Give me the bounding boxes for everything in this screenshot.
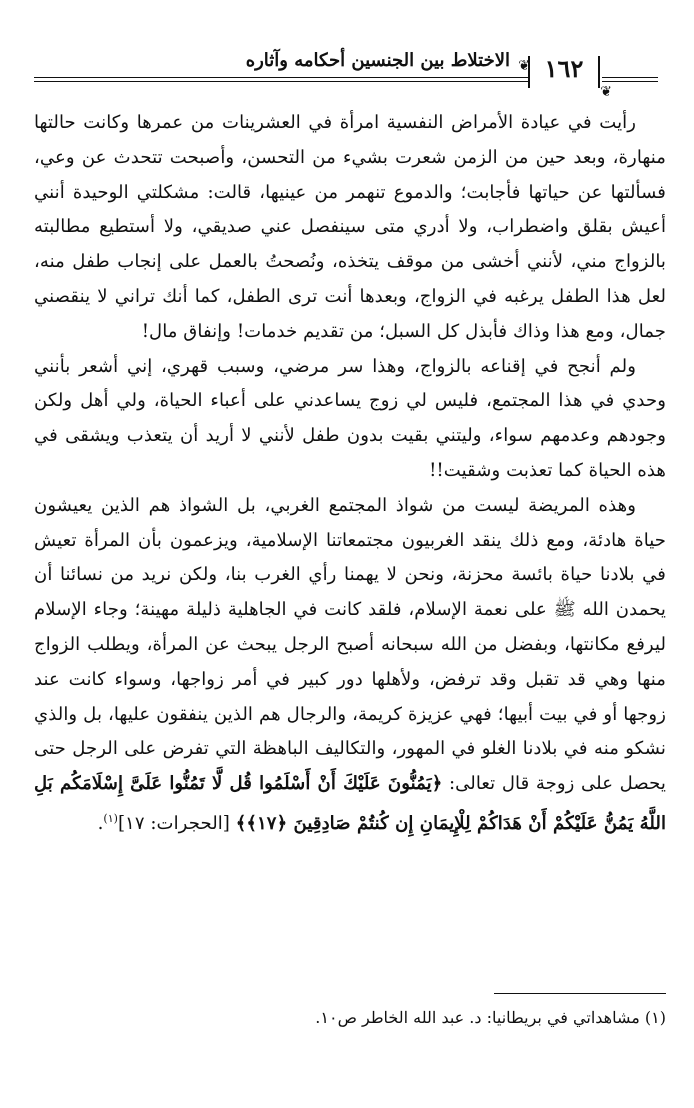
page-header [26, 36, 664, 100]
paragraph-2: ولم أنجح في إقناعه بالزواج، وهذا سر مرضي، وسبب قهري، إني أشعر بأنني وحدي في هذا المجتمع، فليس لي زوج يساعدني على أعباء الحياة، ولي أهل ولكن وجودهم وعدمهم سواء، وليتني بقيت بدون طفل لأنني لا أريد أن يتعذب ويشقى في هذه الحياة كما تعذبت وشقيت!! [34, 355, 666, 481]
paragraph-3: وهذه المريضة ليست من شواذ المجتمع الغربي، بل الشواذ هم الذين يعيشون حياة هادئة، ومع ذلك ينقد الغربيون مجتمعاتنا الإسلامية، ويزعمون بأن المرأة تعيش في بلادنا حياة بائسة محزنة، ونحن لا يهمنا رأي الغرب بنا، ولكن نريد من نسائنا أن يحمدن الله ﷺ على نعمة الإسلام، فلقد كانت في الجاهلية ذليلة مهينة؛ وجاء الإسلام ليرفع مكانتها، وبفضل من الله سبحانه أصبح الرجل يبحث عن المرأة، ويطلب الزواج منها وهي قد تقبل وقد ترفض، ولأهلها دور كبير في أمر زواجها، وسواء كانت عند زوجها أو في بيت أبيها؛ فهي عزيزة كريمة، والرجال هم الذين ينفقون عليها، بل والذي نشكو منه في بلادنا الغلو في المهور، والتكاليف الباهظة التي تفرض على الرجل حتى يحصل على زوجة قال تعالى: ﴿يَمُنُّونَ عَلَيْكَ أَنْ أَسْلَمُوا قُل لَّا تَمُنُّوا عَلَىَّ إِسْلَامَكُم بَلِ اللَّهُ يَمُنُّ عَلَيْكُمْ أَنْ هَدَاكُمْ لِلْإِيمَانِ إِن كُنتُمْ صَادِقِينَ ﴿١٧﴾﴾ [الحجرات: ١٧]$^{(١)}$. [34, 494, 666, 834]
paragraph-3-text: وهذه المريضة ليست من شواذ المجتمع الغربي، بل الشواذ هم الذين يعيشون حياة هادئة، ومع ذلك ينقد الغربيون مجتمعاتنا الإسلامية، ويزعمون بأن المرأة تعيش في بلادنا حياة بائسة محزنة، ونحن لا يهمنا رأي الغرب بنا، ولكن نريد من نسائنا أن يحمدن الله ﷺ على نعمة الإسلام، فلقد كانت في الجاهلية ذليلة مهينة؛ وجاء الإسلام ليرفع مكانتها، وبفضل من الله سبحانه أصبح الرجل يبحث عن المرأة، ويطلب الزواج منها وهي قد تقبل وقد ترفض، ولأهلها دور كبير في أمر زواجها، وسواء كانت عند زوجها أو في بيت أبيها؛ فهي عزيزة كريمة، والرجال هم الذين ينفقون عليها، بل والذي نشكو منه في بلادنا الغلو في المهور، والتكاليف الباهظة التي تفرض على الرجل حتى يحصل على زوجة قال تعالى: [34, 494, 666, 795]
footnote-marker: (١) [103, 811, 118, 825]
header-rule-right [602, 77, 658, 78]
verse-reference: [الحجرات: ١٧] [117, 813, 230, 834]
ornament-icon: ❦ [600, 84, 612, 100]
paragraph-1: رأيت في عيادة الأمراض النفسية امرأة في العشرينات من عمرها وكانت حالتها منهارة، وبعد حين من الزمن شعرت بشيء من التحسن، وأصبحت تتحدث عن وعي، فسألتها عن حياتها فأجابت؛ والدموع تنهمر من عينيها، قالت: مشكلتي الوحيدة أنني أعيش بقلق واضطراب، ولا أدري متى سينفصل عني صديقي، ولا أستطيع مطالبته بالزواج مني، لأنني أخشى من موقف يتخذه، ونُصحتُ بالعمل على إنجاب طفل منه، لعل هذا الطفل يرغبه في الزواج، وبعدها أنت ترى الطفل، كما أنك تراني لا ينقصني جمال، ومع هذا وذاك فأبذل كل السبل؛ من تقديم خدمات! وإنفاق مال! [34, 112, 666, 342]
header-rule-left-2 [34, 81, 530, 82]
footnote-separator [494, 993, 666, 994]
ornament-icon: ❦ [518, 58, 530, 74]
body-text [34, 106, 666, 842]
quran-verse: ﴿يَمُنُّونَ عَلَيْكَ أَنْ أَسْلَمُوا قُل لَّا تَمُنُّوا عَلَىَّ إِسْلَامَكُم بَلِ اللَّهُ يَمُنُّ عَلَيْكُمْ أَنْ هَدَاكُمْ لِلْإِيمَانِ إِن كُنتُمْ صَادِقِينَ ﴿١٧﴾﴾ [34, 773, 666, 834]
running-title: الاختلاط بين الجنسين أحكامه وآثاره [245, 50, 510, 71]
footnote: (١) مشاهداتي في بريطانيا: د. عبد الله الخاطر ص١٠. [315, 1008, 666, 1027]
page-number: ١٦٢ [544, 54, 584, 83]
header-rule-right-2 [602, 81, 658, 82]
header-rule-left [34, 77, 530, 78]
